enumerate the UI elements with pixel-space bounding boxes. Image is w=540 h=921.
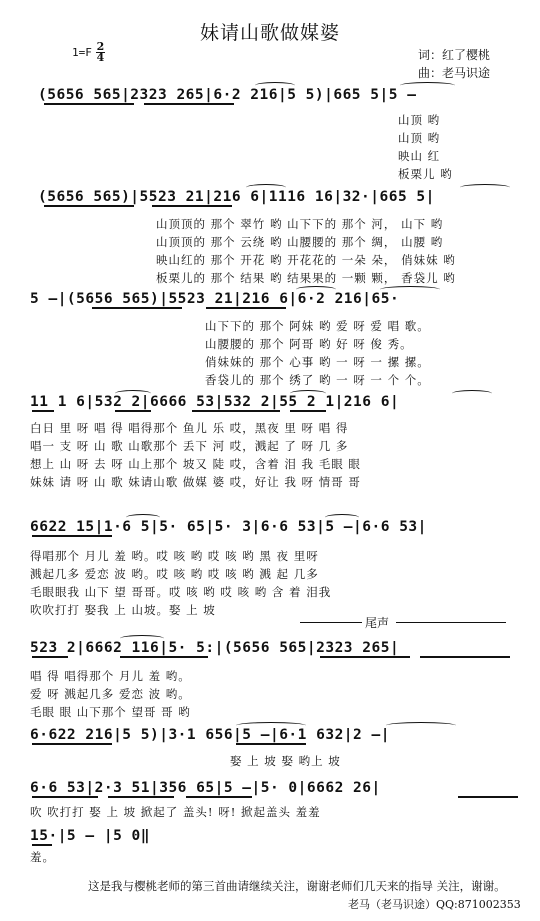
lyric-8-1: 吹 吹打打 娶 上 坡 掀起了 盖头! 呀! 掀起盖头 羞羞: [30, 805, 321, 819]
notation-line-4: 11 1 6|532 2|6666 53|532 2|55 2 1|216 6|: [30, 394, 400, 410]
notation-line-3: 5 –|(5656 565)|5523 21|216 6|6·2 216|65·: [30, 291, 400, 307]
footer-signature: 老马（老马识途）QQ:871002353: [348, 898, 521, 911]
lyric-4-4: 妹妹 请 呀 山 歌 妹请山歌 做媒 婆 哎，好让 我 呀 情哥 哥: [30, 475, 361, 489]
lyric-4-2: 唱一 支 呀 山 歌 山歌那个 丢下 河 哎，溅起 了 呀 几 多: [30, 439, 349, 453]
lyric-9-1: 羞。: [30, 850, 55, 864]
lyric-2-1: 山顶顶的 那个 翠竹 哟 山下下的 那个 河， 山下 哟: [156, 217, 444, 231]
coda-label: 尾声: [365, 616, 390, 630]
notation-line-9: 15·|5 – |5 0‖: [30, 828, 150, 844]
notation-line-6: 523 2|6662 116|5· 5:|(5656 565|2323 265|: [30, 640, 400, 656]
lyric-2-4: 板栗儿的 那个 结果 哟 结果果的 一颗 颗， 香袋儿 哟: [156, 271, 456, 285]
lyric-1-2: 山顶 哟: [398, 131, 441, 145]
notation-line-8: 6·6 53|2·3 51|356 65|5 –|5· 0|6662 26|: [30, 780, 381, 796]
lyric-1-3: 映山 红: [398, 149, 441, 163]
lyric-4-3: 想上 山 呀 去 呀 山上那个 坡又 陡 哎，含着 泪 我 毛眼 眼: [30, 457, 361, 471]
meter-bottom: 4: [96, 51, 105, 64]
lyric-1-4: 板栗儿 哟: [398, 167, 453, 181]
footer-note: 这是我与樱桃老师的第三首曲请继续关注，谢谢老师们几天来的指导 关注，谢谢。: [88, 879, 506, 893]
lyric-7-1: 娶 上 坡 娶 哟上 坡: [230, 754, 341, 768]
lyric-5-4: 吹吹打打 娶我 上 山坡。娶 上 坡: [30, 603, 216, 617]
lyricist-credit: 词：红了樱桃: [418, 48, 491, 62]
notation-line-1: (5656 565|2323 265|6·2 216|5 5)|665 5|5 –: [38, 87, 417, 103]
notation-line-2: (5656 565)|5523 21|216 6|1116 16|32·|665 5|: [38, 189, 435, 205]
lyric-3-3: 俏妹妹的 那个 心事 哟 一 呀 一 摞 摞。: [205, 355, 430, 369]
lyric-3-1: 山下下的 那个 阿妹 哟 爱 呀 爱 唱 歌。: [205, 319, 430, 333]
lyric-6-2: 爱 呀 溅起几多 爱恋 波 哟。: [30, 687, 191, 701]
time-signature: [96, 42, 105, 63]
lyric-3-4: 香袋儿的 那个 绣了 哟 一 呀 一 个 个。: [205, 373, 430, 387]
composer-credit: 曲：老马识途: [418, 66, 491, 80]
lyric-5-2: 溅起几多 爱恋 波 哟。哎 咳 哟 哎 咳 哟 溅 起 几多: [30, 567, 319, 581]
lyric-6-3: 毛眼 眼 山下那个 望哥 哥 哟: [30, 705, 191, 719]
meter-top: 2: [96, 40, 105, 53]
lyric-1-1: 山顶 哟: [398, 113, 441, 127]
page-title: 妹请山歌做媒婆: [199, 22, 340, 44]
lyric-5-3: 毛眼眼我 山下 望 哥哥。哎 咳 哟 哎 咳 哟 含 着 泪我: [30, 585, 332, 599]
lyric-3-2: 山腰腰的 那个 阿哥 哟 好 呀 俊 秀。: [205, 337, 413, 351]
notation-line-5: 6622 15|1·6 5|5· 65|5· 3|6·6 53|5 –|6·6 53|: [30, 519, 427, 535]
lyric-2-3: 映山红的 那个 开花 哟 开花花的 一朵 朵， 俏妹妹 哟: [156, 253, 456, 267]
lyric-2-2: 山顶顶的 那个 云绕 哟 山腰腰的 那个 绸， 山腰 哟: [156, 235, 444, 249]
lyric-4-1: 白日 里 呀 唱 得 唱得那个 鱼儿 乐 哎，黑夜 里 呀 唱 得: [30, 421, 349, 435]
lyric-6-1: 唱 得 唱得那个 月儿 羞 哟。: [30, 669, 191, 683]
key-signature: 1=F: [72, 46, 92, 59]
lyric-5-1: 得唱那个 月儿 羞 哟。哎 咳 哟 哎 咳 哟 黑 夜 里呀: [30, 549, 319, 563]
notation-line-7: 6·622 216|5 5)|3·1 656|5 –|6·1 632|2 –|: [30, 727, 390, 743]
